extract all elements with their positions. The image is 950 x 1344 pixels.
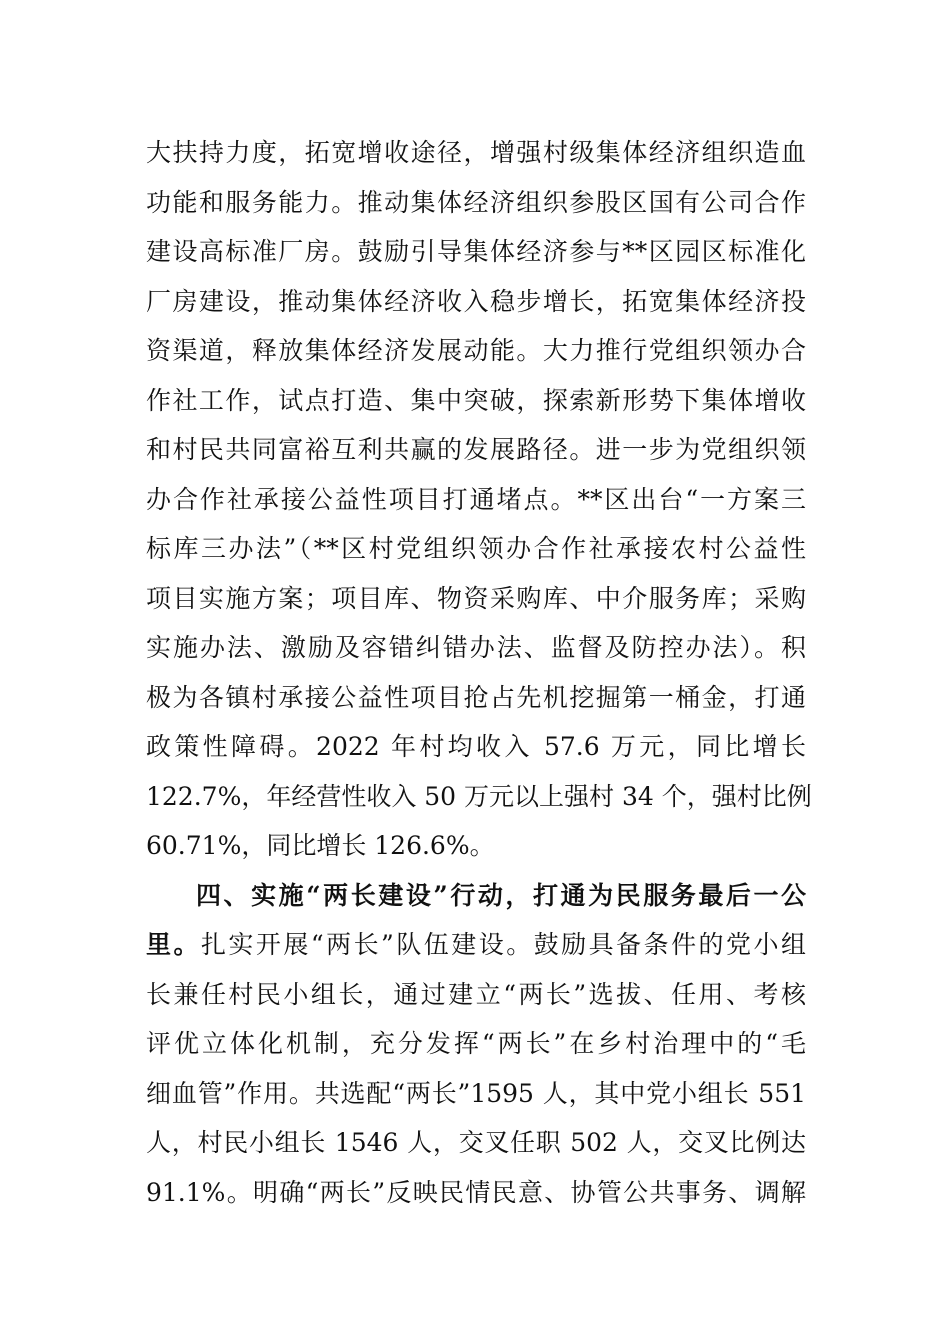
paragraph-two-heads-building <box>146 871 806 1218</box>
paragraph-collective-economy <box>146 128 812 871</box>
text-line: 作社工作，试点打造、集中突破，探索新形势下集体增收 <box>146 385 806 415</box>
text-line: 60.71%，同比增长 126.6%。 <box>146 831 495 860</box>
text-line: 功能和服务能力。推动集体经济组织参股区国有公司合作 <box>146 187 806 217</box>
text-line: 评优立体化机制，充分发挥“两长”在乡村治理中的“毛 <box>146 1029 806 1058</box>
text-line: 细血管”作用。共选配“两长”1595 人，其中党小组长 551 <box>146 1078 806 1108</box>
section-heading: 四、实施“两长建设”行动，打通为民服务最后一公 <box>196 880 806 910</box>
text-line: 政策性障碍。2022 年村均收入 57.6 万元，同比增长 <box>146 732 806 761</box>
text-line: 人，村民小组长 1546 人，交叉任职 502 人，交叉比例达 <box>146 1128 806 1157</box>
section-heading-end: 里。 <box>146 930 201 959</box>
text-line: 和村民共同富裕互利共赢的发展路径。进一步为党组织领 <box>146 435 806 464</box>
text-line: 标库三办法”（**区村党组织领办合作社承接农村公益性 <box>146 534 806 563</box>
text-line: 大扶持力度，拓宽增收途径，增强村级集体经济组织造血 <box>146 138 806 167</box>
text-line: 实施办法、激励及容错纠错办法、监督及防控办法）。积 <box>146 633 806 662</box>
text-line: 建设高标准厂房。鼓励引导集体经济参与**区园区标准化 <box>146 237 806 266</box>
document-body <box>146 128 812 1217</box>
text-line: 极为各镇村承接公益性项目抢占先机挖掘第一桶金，打通 <box>146 682 806 712</box>
text-line <box>146 920 806 970</box>
text-line: 项目实施方案；项目库、物资采购库、中介服务库；采购 <box>146 583 806 613</box>
text-line: 122.7%，年经营性收入 50 万元以上强村 34 个，强村比例 <box>146 781 812 811</box>
text-line: 资渠道，释放集体经济发展动能。大力推行党组织领办合 <box>146 336 806 365</box>
text-line: 91.1%。明确“两长”反映民情民意、协管公共事务、调解 <box>146 1177 806 1207</box>
text-line: 长兼任村民小组长，通过建立“两长”选拔、任用、考核 <box>146 979 806 1009</box>
text-line: 厂房建设，推动集体经济收入稳步增长，拓宽集体经济投 <box>146 286 806 316</box>
text-run: 扎实开展“两长”队伍建设。鼓励具备条件的党小组 <box>200 930 806 959</box>
text-line: 办合作社承接公益性项目打通堵点。**区出台“一方案三 <box>146 484 806 514</box>
